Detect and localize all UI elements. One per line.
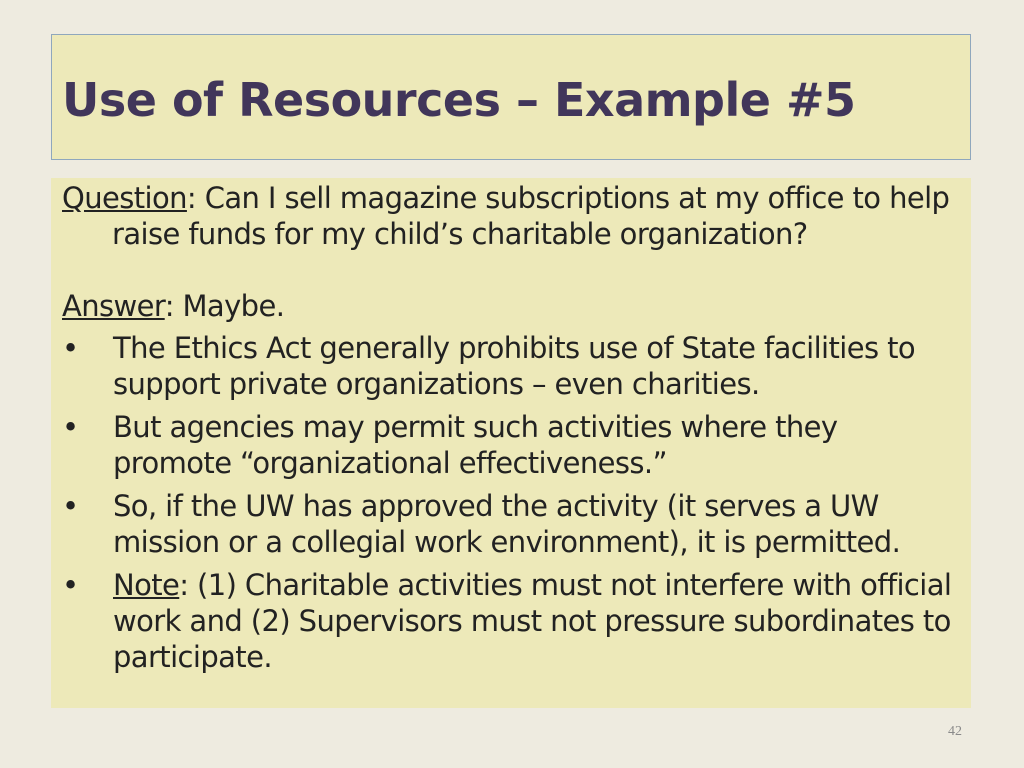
bullet-item <box>62 330 962 402</box>
bullet-item <box>62 488 962 560</box>
bullet-icon: • <box>62 410 79 444</box>
bullet-text: But agencies may permit such activities where they promote “organizational effectiveness.” <box>113 410 838 480</box>
question-text: : Can I sell magazine subscriptions at my office to help raise funds for my child’s charitable organization? <box>112 181 950 251</box>
answer-text: : Maybe. <box>164 289 285 323</box>
note-text: : (1) Charitable activities must not interfere with official work and (2) Supervisors must not pressure subordinates to participate. <box>113 568 952 674</box>
slide-content <box>62 180 962 682</box>
note-label: Note <box>113 568 180 602</box>
slide-number: 42 <box>948 724 962 739</box>
question-paragraph <box>62 180 962 252</box>
bullet-text: The Ethics Act generally prohibits use of State facilities to support private organizations – even charities. <box>113 331 916 401</box>
bullet-icon: • <box>62 489 79 523</box>
bullet-item-note <box>62 567 962 675</box>
answer-label: Answer <box>62 289 165 323</box>
question-label: Question <box>62 181 187 215</box>
bullet-text: So, if the UW has approved the activity (it serves a UW mission or a collegial work environment), it is permitted. <box>113 489 901 559</box>
slide-title: Use of Resources – Example #5 <box>62 73 856 127</box>
answer-bullet-list <box>62 330 962 675</box>
answer-paragraph <box>62 288 962 324</box>
bullet-icon: • <box>62 331 79 365</box>
bullet-icon: • <box>62 568 79 602</box>
bullet-item <box>62 409 962 481</box>
